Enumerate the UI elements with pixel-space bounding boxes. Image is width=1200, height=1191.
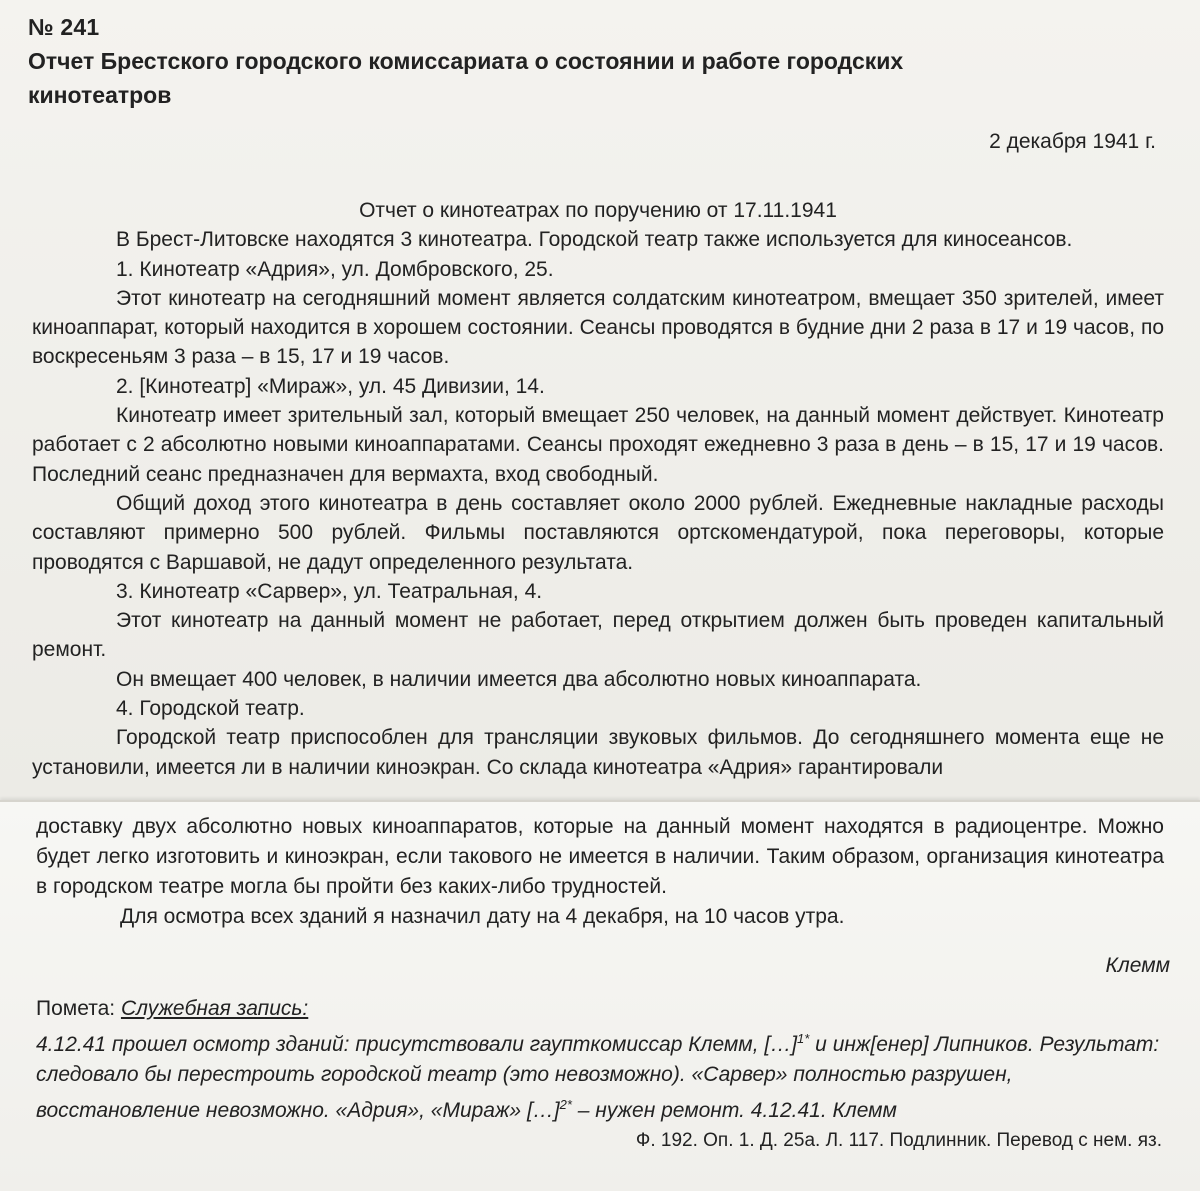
paragraph-cinema-2-heading: 2. [Кинотеатр] «Мираж», ул. 45 Дивизии, 14.	[116, 374, 545, 398]
report-heading: Отчет о кинотеатрах по поручению от 17.11.1941	[359, 199, 837, 222]
signature: Клемм	[1105, 954, 1170, 977]
note-text-part-2: и инж[енер] Липников. Результат: следовало бы перестроить городской театр (это невозможно). «Сарвер» полностью разрушен, восстановление невозможно. «Адрия», «Мираж» […]	[36, 1033, 1160, 1122]
paragraph-theatre-text: Городской театр приспособлен для трансляции звуковых фильмов. До сегодняшнего момента еще не установили, имеется ли в наличии киноэкран. Со склада кинотеатра «Адрия» гарантировали	[32, 726, 1164, 779]
paragraph-cinema-3-text: Этот кинотеатр на данный момент не работает, перед открытием должен быть проведен капитальный ремонт.	[32, 609, 1164, 662]
footnote-marker-2: 2*	[559, 1097, 572, 1112]
paragraph-cinema-2-text: Кинотеатр имеет зрительный зал, который вмещает 250 человек, на данный момент действует. Кинотеатр работает с 2 абсолютно новыми киноаппаратами. Сеансы проходят ежедневно 3 раза в день – в 15, 17 и 19 часов. Последний сеанс предназначен для вермахта, вход свободный.	[32, 404, 1164, 486]
footnote-marker-1: 1*	[797, 1031, 810, 1046]
annotation-note	[36, 994, 1164, 1126]
paragraph-theatre-heading: 4. Городской театр.	[116, 697, 305, 721]
paragraph-inspection-date: Для осмотра всех зданий я назначил дату на 4 декабря, на 10 часов утра.	[120, 905, 845, 928]
report-body-continued	[36, 812, 1164, 932]
paragraph-theatre-continued: доставку двух абсолютно новых киноаппаратов, которые на данный момент находятся в радиоцентре. Можно будет легко изготовить и киноэкран, если такового не имеется в наличии. Таким образом, организация кинотеатра в городском театре могла бы пройти без каких-либо трудностей.	[36, 815, 1164, 898]
note-text	[36, 1024, 1164, 1126]
paragraph-cinema-1-heading: 1. Кинотеатр «Адрия», ул. Домбровского, 25.	[116, 257, 554, 281]
paragraph-cinema-3-capacity: Он вмещает 400 человек, в наличии имеется два абсолютно новых киноаппарата.	[116, 667, 922, 691]
note-text-part-1: 4.12.41 прошел осмотр зданий: присутствовали гаупткомиссар Клемм, […]	[36, 1033, 798, 1056]
paragraph-intro: В Брест-Литовске находятся 3 кинотеатра. Городской театр также используется для киносеансов.	[116, 228, 1073, 252]
report-body	[32, 196, 1164, 782]
archive-reference: Ф. 192. Оп. 1. Д. 25а. Л. 117. Подлинник. Перевод с нем. яз.	[635, 1130, 1162, 1151]
document-date: 2 декабря 1941 г.	[989, 130, 1156, 153]
paragraph-cinema-1-text: Этот кинотеатр на сегодняшний момент является солдатским кинотеатром, вмещает 350 зрителей, имеет киноаппарат, который находится в хорошем состоянии. Сеансы проводятся в будние дни 2 раза в 17 и 19 часов, по воскресеньям 3 раза – в 15, 17 и 19 часов.	[32, 286, 1164, 369]
note-text-part-3: – нужен ремонт. 4.12.41. Клемм	[571, 1099, 897, 1122]
document-title: Отчет Брестского городского комиссариата о состоянии и работе городских кинотеатров	[28, 48, 904, 108]
note-label-line	[36, 994, 1164, 1024]
note-label: Помета:	[36, 997, 116, 1020]
document-number: № 241	[28, 14, 100, 40]
note-label-underlined: Служебная запись:	[120, 997, 309, 1020]
paragraph-cinema-2-income: Общий доход этого кинотеатра в день составляет около 2000 рублей. Ежедневные накладные расходы составляют примерно 500 рублей. Фильмы поставляются ортскомендатурой, пока переговоры, которые проводятся с Варшавой, не дадут определенного результата.	[32, 491, 1164, 574]
paragraph-cinema-3-heading: 3. Кинотеатр «Сарвер», ул. Театральная, 4.	[116, 579, 543, 603]
